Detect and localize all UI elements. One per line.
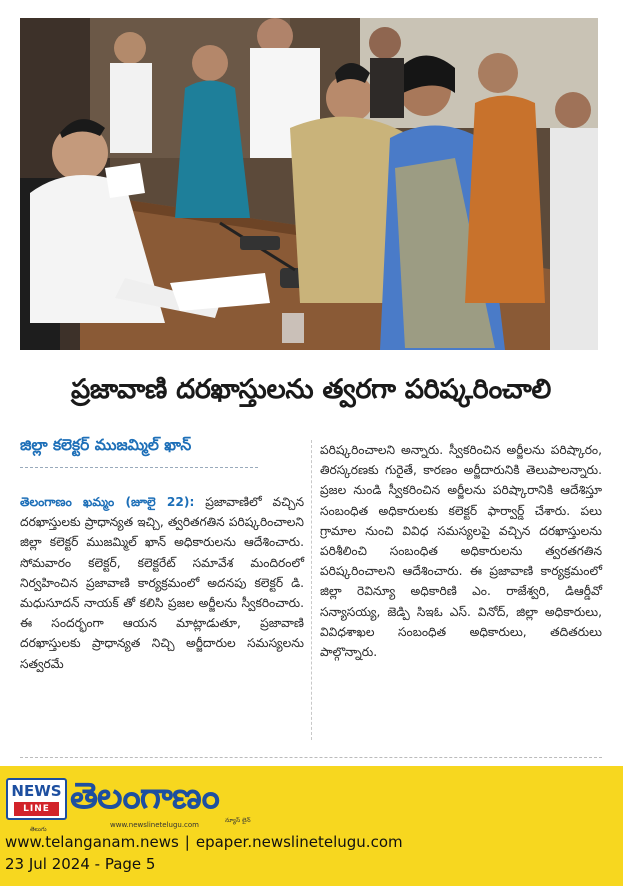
footer-links — [5, 833, 403, 851]
logo-tagline: న్యూస్ లైన్ — [225, 817, 251, 824]
column-divider — [311, 440, 312, 740]
logo-url: www.newslinetelugu.com — [110, 821, 199, 829]
logo-news-text: NEWS — [11, 782, 62, 800]
right-body-text: పరిష్కరించాలని అన్నారు. స్వీకరించిన అర్జీలను పరిష్కారం, తిరస్కరణకు గురైతే, కారణం అర్జీదారునికి తెలుపాలన్నారు. ప్రజల నుండి స్వీకరించిన అర్జీలను పరిష్కారానికి ఆదేశిస్తూ సంబంధిత అధికారులకు కలెక్టర్ ఫార్వార్డ్ చేశారు. పలు గ్రామాల నుంచి వివిధ సమస్యలపై వచ్చిన దరఖాస్తులను పరిశీలించి సంబంధిత అధికారులను త్వరతగతిన పరిష్కరించాలని ఆదేశించారు. ఈ ప్రజావాణి కార్యక్రమంలో జిల్లా రెవిన్యూ అధికారిణి ఎం. రాజేశ్వరి, డిఆర్డీవో సన్యాసయ్య, జెడ్పి సిఇఓ ఎస్. వినోద్, జిల్లా అధికారులు, వివిధశాఖల సంబంధిత అధికారులు, తదితరులు పాల్గొన్నారు. — [320, 443, 602, 660]
telanganam-logo-title[interactable]: తెలంగాణం — [70, 776, 219, 817]
article-column-right — [320, 440, 602, 662]
subheading: జిల్లా కలెక్టర్ ముజమ్మిల్ ఖాన్ — [20, 436, 192, 454]
logo-line-text: LINE — [14, 802, 59, 816]
link-separator: | — [184, 833, 190, 851]
left-paragraph — [20, 492, 304, 674]
headline: ప్రజావాణి దరఖాస్తులను త్వరగా పరిష్కరించాలి — [70, 374, 552, 405]
newsline-logo[interactable] — [6, 778, 67, 820]
edition-date-page: 23 Jul 2024 - Page 5 — [5, 855, 156, 873]
left-body-text: ప్రజావాణిలో వచ్చిన దరఖాస్తులకు ప్రాధాన్యత ఇచ్చి, త్వరితగతిన పరిష్కరించాలని జిల్లా కలెక్టర్ ముజమ్మిల్ ఖాన్ అధికారులను ఆదేశించారు. సోమవారం కలెక్టర్, కలెక్టరేట్ సమావేశ మందిరంలో నిర్వహించిన ప్రజావాణి కార్యక్రమంలో అదనపు కలెక్టర్ డి. మధుసూదన్ నాయక్ తో కలిసి ప్రజల అర్జీలను స్వీకరించారు. ఈ సందర్భంగా ఆయన మాట్లాడుతూ, ప్రజావాణి దరఖాస్తులకు ప్రాధాన్యత నిచ్చి అర్జీదారుల సమస్యలను సత్వరమే — [20, 495, 305, 671]
epaper-url-link[interactable]: epaper.newslinetelugu.com — [195, 833, 403, 851]
site-url-link[interactable]: www.telanganam.news — [5, 833, 179, 851]
subheading-underline — [20, 467, 258, 468]
logo-telugu-small: తెలుగు — [30, 826, 47, 833]
news-photo — [20, 18, 598, 350]
footer-band — [0, 766, 623, 886]
article-bottom-divider — [20, 757, 602, 758]
article-column-left — [20, 492, 304, 674]
dateline: తెలంగాణం ఖమ్మం (జూలై 22): — [20, 495, 195, 509]
photo-illustration — [20, 18, 598, 350]
